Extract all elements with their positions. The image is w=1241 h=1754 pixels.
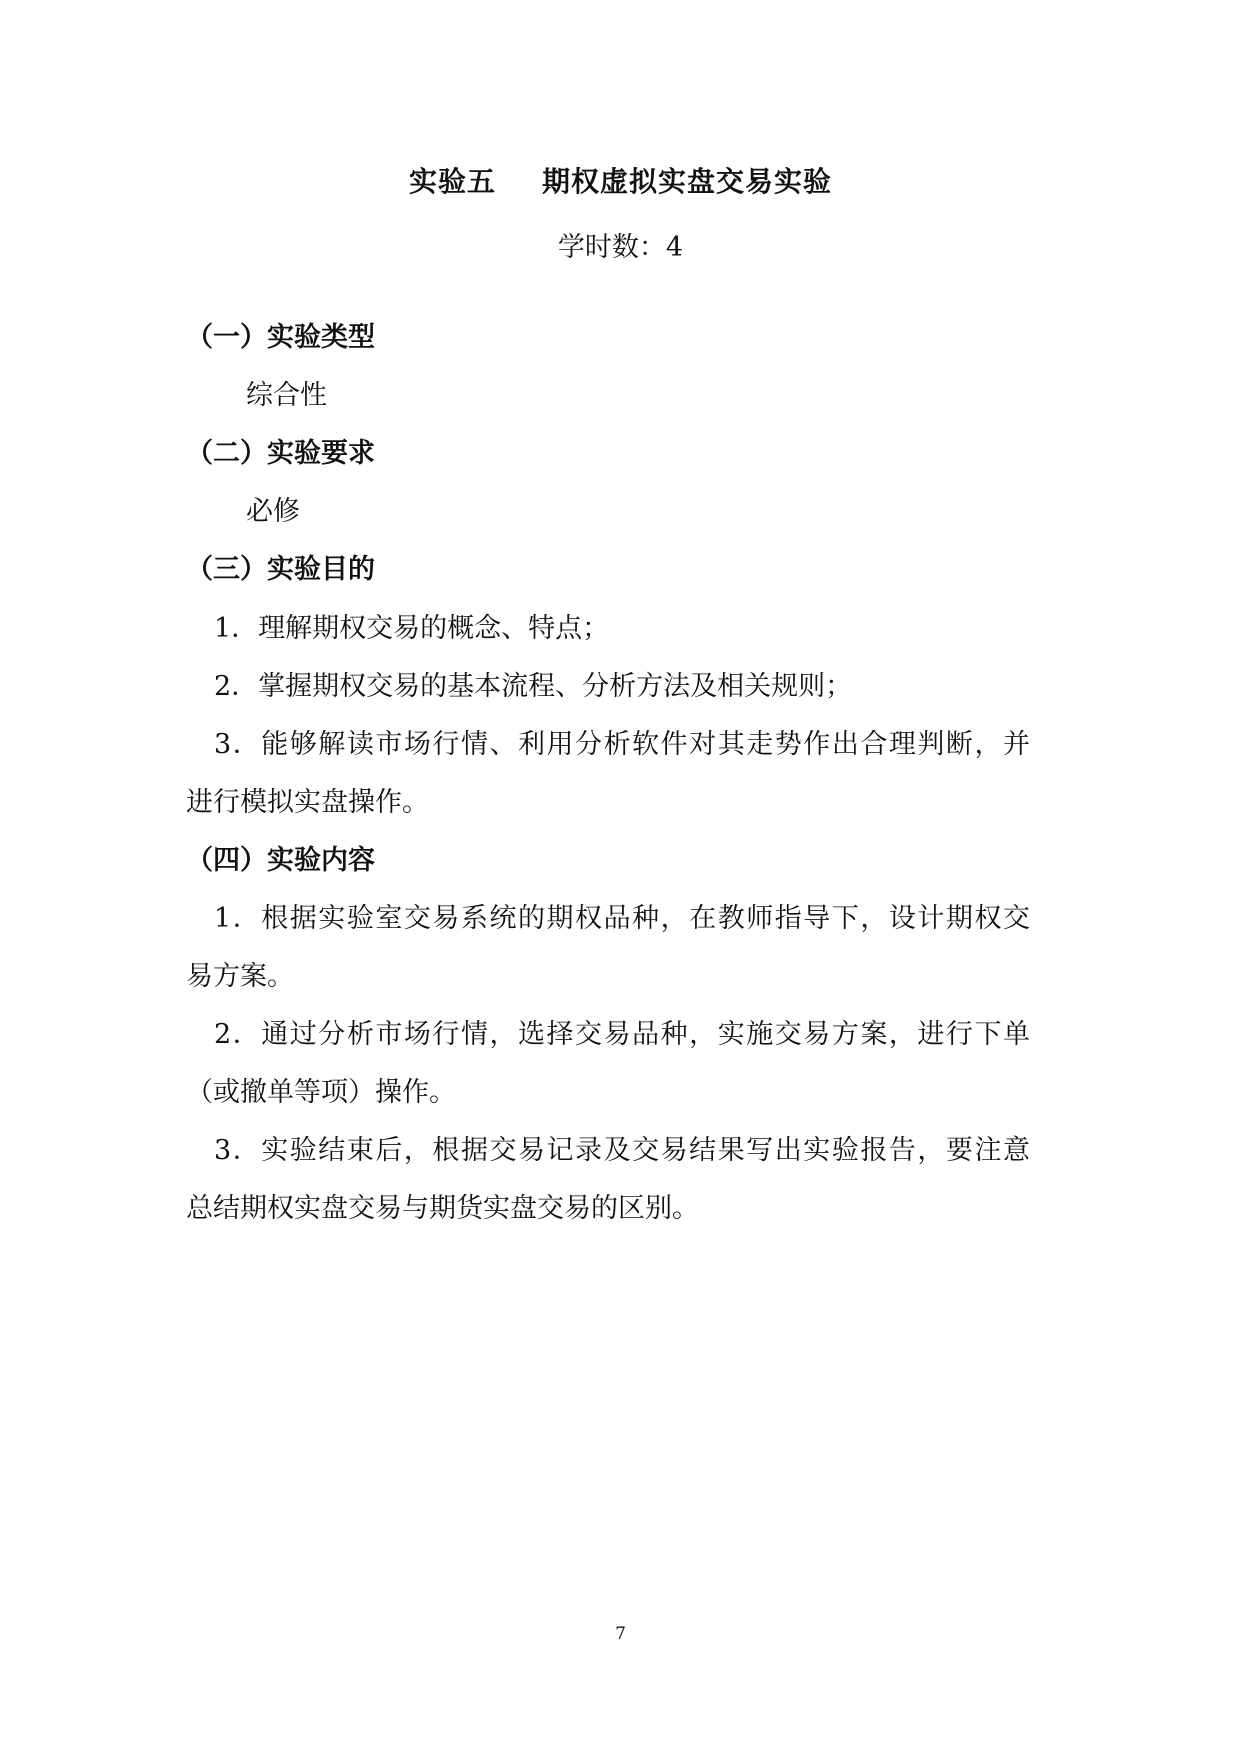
purpose-item-2: 2．掌握期权交易的基本流程、分析方法及相关规则；	[214, 671, 853, 702]
purpose-item-1: 1．理解期权交易的概念、特点；	[214, 613, 610, 644]
page-title	[0, 162, 1241, 202]
purpose-item-3-continued: 进行模拟实盘操作。	[186, 787, 429, 818]
section-heading-purpose: （三）实验目的	[186, 554, 375, 585]
content-item-2-continued: （或撤单等项）操作。	[186, 1077, 456, 1108]
section-body-type: 综合性	[246, 380, 327, 411]
page-number: 7	[615, 1624, 626, 1644]
purpose-item-3: 3．能够解读市场行情、利用分析软件对其走势作出合理判断，并	[214, 729, 1030, 760]
section-heading-content: （四）实验内容	[186, 845, 375, 876]
experiment-name: 期权虚拟实盘交易实验	[542, 165, 833, 198]
class-hours: 学时数：4	[557, 232, 684, 263]
section-heading-type: （一）实验类型	[186, 322, 375, 353]
content-item-3-continued: 总结期权实盘交易与期货实盘交易的区别。	[186, 1193, 699, 1224]
section-heading-requirement: （二）实验要求	[186, 438, 375, 469]
section-body-requirement: 必修	[246, 496, 300, 527]
content-item-1: 1．根据实验室交易系统的期权品种，在教师指导下，设计期权交	[214, 903, 1030, 934]
content-item-1-continued: 易方案。	[186, 961, 294, 992]
experiment-number: 实验五	[408, 165, 496, 198]
content-item-2: 2．通过分析市场行情，选择交易品种，实施交易方案，进行下单	[214, 1019, 1030, 1050]
content-item-3: 3．实验结束后，根据交易记录及交易结果写出实验报告，要注意	[214, 1135, 1030, 1166]
